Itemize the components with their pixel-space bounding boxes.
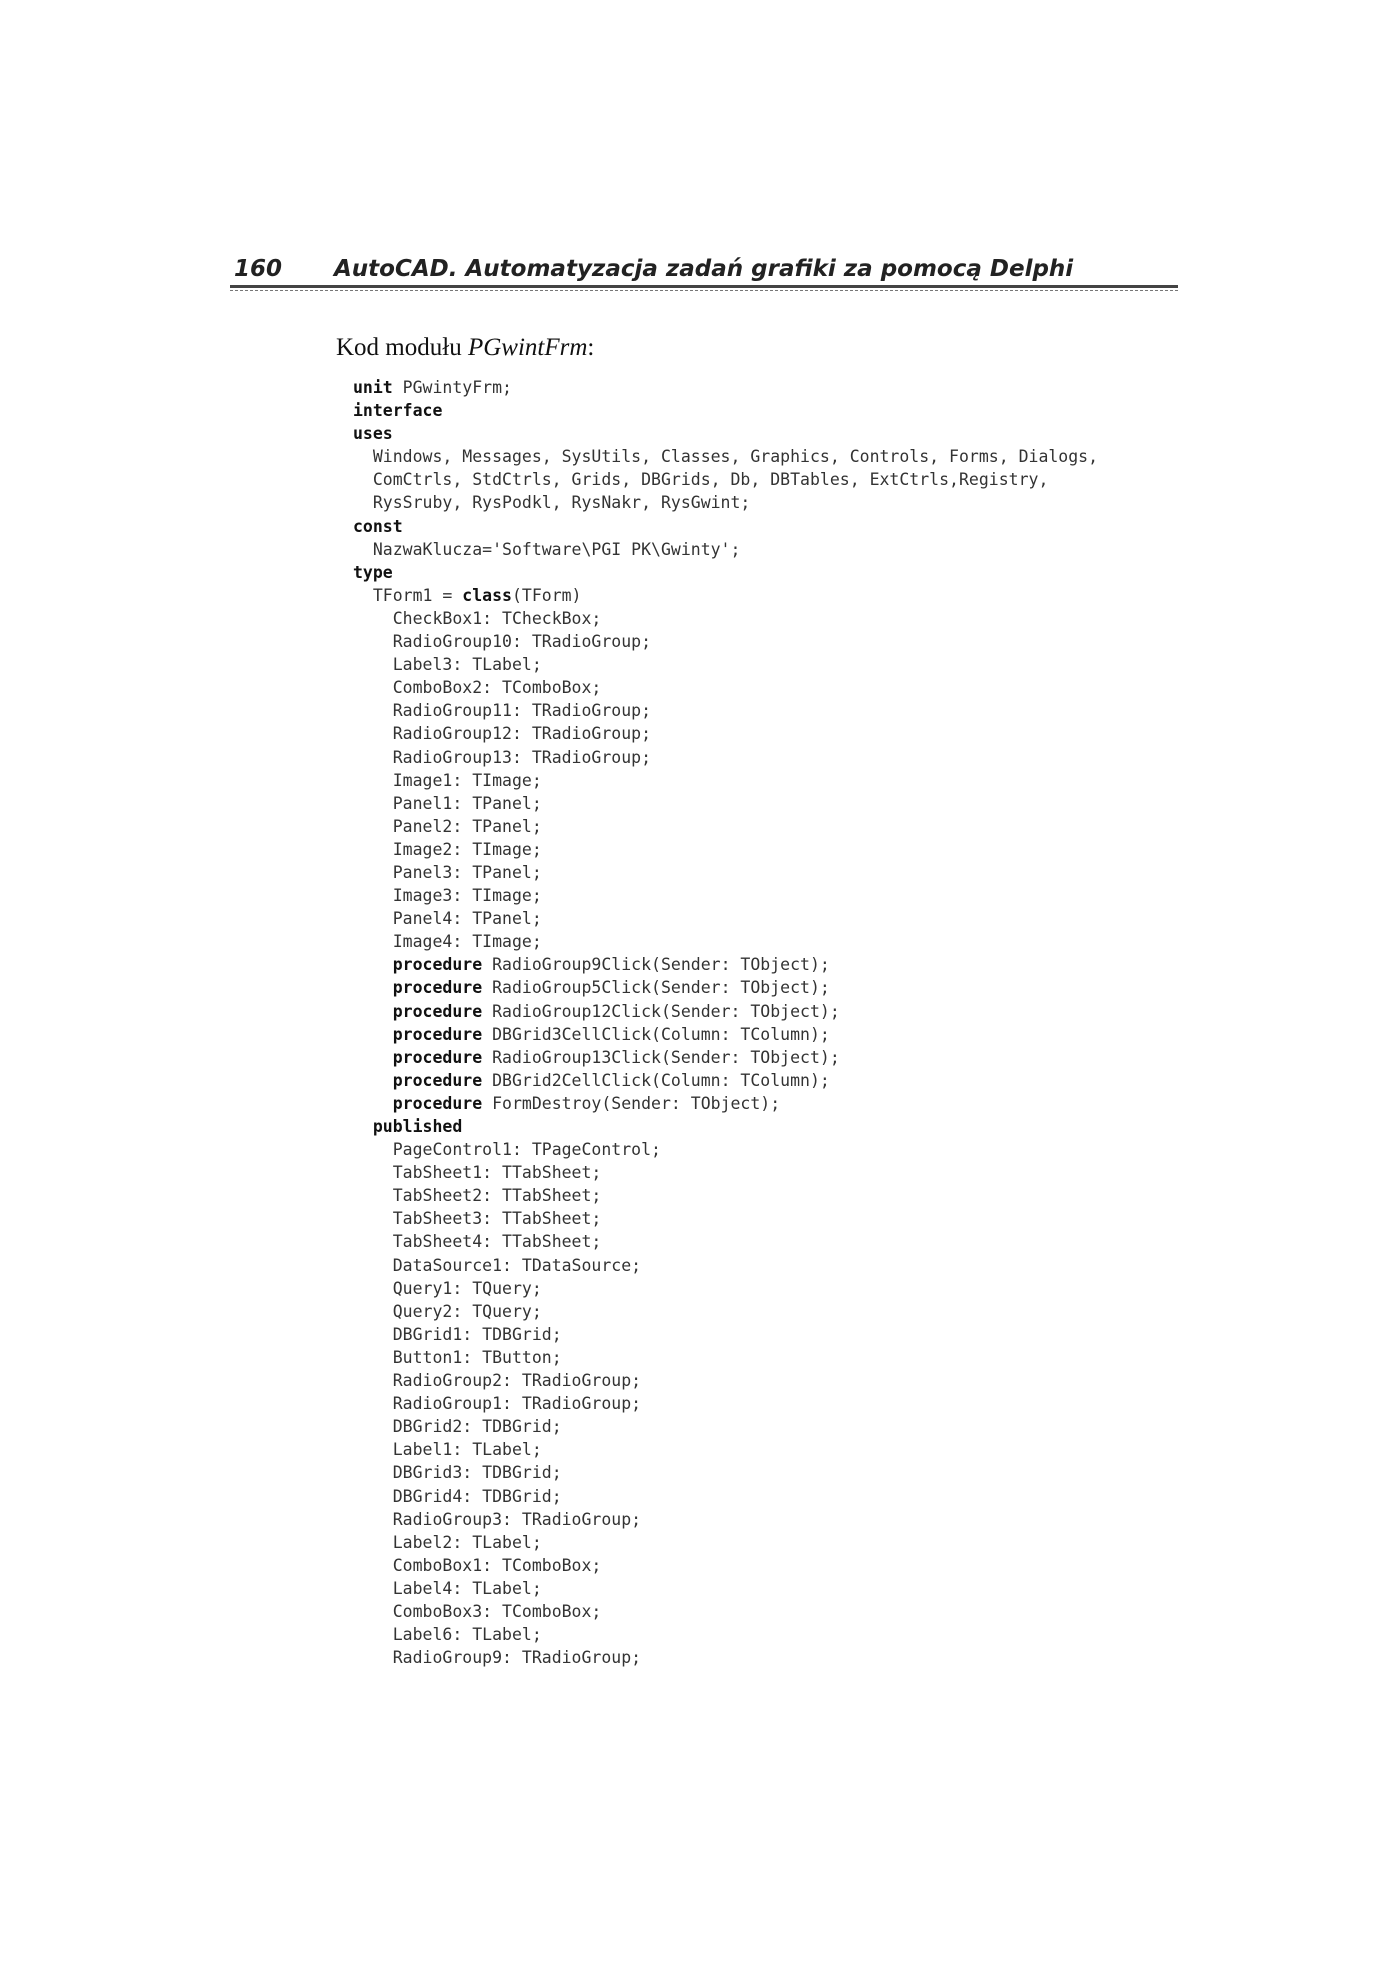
code-line xyxy=(353,1508,1098,1531)
code-line xyxy=(353,1069,1098,1092)
code-indent xyxy=(353,1371,393,1390)
code-line xyxy=(353,1531,1098,1554)
code-line xyxy=(353,1623,1098,1646)
code-listing xyxy=(353,376,1098,1669)
code-text: (TForm) xyxy=(511,585,582,605)
code-text: RadioGroup2: TRadioGroup; xyxy=(392,1371,642,1391)
code-indent xyxy=(353,932,393,951)
code-indent xyxy=(353,1556,393,1575)
code-text: DBGrid3CellClick(Column: TColumn); xyxy=(482,1024,830,1044)
code-keyword: procedure xyxy=(392,955,483,975)
code-indent xyxy=(353,817,393,836)
header-rule-dashed xyxy=(230,290,1178,291)
code-line xyxy=(353,653,1098,676)
header-rule xyxy=(230,285,1178,288)
code-indent xyxy=(353,655,393,674)
code-text: Image4: TImage; xyxy=(392,932,542,952)
code-indent xyxy=(353,1533,393,1552)
code-text: Windows, Messages, SysUtils, Classes, Graphics, Controls, Forms, Dialogs, xyxy=(372,447,1099,467)
code-indent xyxy=(353,724,393,743)
code-text: Query2: TQuery; xyxy=(392,1301,542,1321)
code-line xyxy=(353,1184,1098,1207)
code-line xyxy=(353,607,1098,630)
code-indent xyxy=(353,1256,393,1275)
code-text: Panel2: TPanel; xyxy=(392,816,542,836)
code-text: RadioGroup13: TRadioGroup; xyxy=(392,747,652,767)
code-keyword: procedure xyxy=(392,1001,483,1021)
code-text: ComboBox3: TComboBox; xyxy=(392,1601,602,1621)
code-text: DBGrid1: TDBGrid; xyxy=(392,1324,562,1344)
code-line xyxy=(353,1485,1098,1508)
code-text: Panel1: TPanel; xyxy=(392,793,542,813)
code-keyword: procedure xyxy=(392,1024,483,1044)
code-text: RadioGroup9Click(Sender: TObject); xyxy=(482,955,830,975)
code-line xyxy=(353,1023,1098,1046)
code-keyword: published xyxy=(372,1117,463,1136)
code-indent xyxy=(353,1140,393,1159)
code-indent xyxy=(353,1209,393,1228)
code-line xyxy=(353,1161,1098,1184)
code-text: RadioGroup11: TRadioGroup; xyxy=(392,701,652,721)
code-text: Label4: TLabel; xyxy=(392,1578,542,1598)
code-text: PGwintyFrm; xyxy=(392,378,512,397)
code-indent xyxy=(353,1232,393,1251)
code-line xyxy=(353,1369,1098,1392)
code-indent xyxy=(353,678,393,697)
code-line xyxy=(353,1115,1098,1138)
code-text: ComboBox1: TComboBox; xyxy=(392,1555,602,1575)
code-line xyxy=(353,746,1098,769)
code-line xyxy=(353,399,1098,422)
code-keyword: interface xyxy=(353,401,443,421)
code-line xyxy=(353,1392,1098,1415)
code-line xyxy=(353,1254,1098,1277)
code-indent xyxy=(353,1487,393,1506)
code-indent xyxy=(353,955,393,974)
code-keyword: procedure xyxy=(392,1047,483,1067)
code-indent xyxy=(353,840,393,859)
code-indent xyxy=(353,1186,393,1205)
code-line xyxy=(353,491,1098,514)
code-line xyxy=(353,376,1098,399)
code-line xyxy=(353,1346,1098,1369)
code-line xyxy=(353,676,1098,699)
running-title: AutoCAD. Automatyzacja zadań grafiki za pomocą Delphi xyxy=(334,256,1074,282)
code-indent xyxy=(353,701,393,720)
code-text: TabSheet4: TTabSheet; xyxy=(392,1232,602,1252)
code-line xyxy=(353,1138,1098,1161)
code-indent xyxy=(353,1002,393,1021)
code-indent xyxy=(353,1302,393,1321)
code-indent xyxy=(353,586,373,605)
code-text: DBGrid2CellClick(Column: TColumn); xyxy=(482,1070,830,1090)
code-text: DBGrid3: TDBGrid; xyxy=(392,1463,562,1483)
code-text: ComCtrls, StdCtrls, Grids, DBGrids, Db, DBTables, ExtCtrls,Registry, xyxy=(372,470,1049,490)
code-keyword: procedure xyxy=(392,978,483,998)
code-line xyxy=(353,515,1098,538)
code-indent xyxy=(353,447,373,466)
code-intro xyxy=(336,334,594,362)
code-line xyxy=(353,884,1098,907)
code-text: TabSheet2: TTabSheet; xyxy=(392,1186,602,1206)
code-line xyxy=(353,838,1098,861)
code-indent xyxy=(353,1325,393,1344)
code-indent xyxy=(353,909,393,928)
code-line xyxy=(353,1461,1098,1484)
code-text: FormDestroy(Sender: TObject); xyxy=(482,1093,781,1113)
code-line xyxy=(353,699,1098,722)
code-indent xyxy=(353,1348,393,1367)
code-line xyxy=(353,953,1098,976)
code-line xyxy=(353,976,1098,999)
code-indent xyxy=(353,1117,373,1136)
code-line xyxy=(353,722,1098,745)
code-line xyxy=(353,1230,1098,1253)
code-text: RadioGroup12Click(Sender: TObject); xyxy=(482,1001,840,1021)
code-keyword: unit xyxy=(353,378,393,397)
code-indent xyxy=(353,863,393,882)
code-indent xyxy=(353,1163,393,1182)
code-indent xyxy=(353,1463,393,1482)
code-text: Image1: TImage; xyxy=(392,770,542,790)
code-indent xyxy=(353,540,373,559)
code-text: Panel3: TPanel; xyxy=(392,862,542,882)
code-text: Button1: TButton; xyxy=(392,1347,562,1367)
code-keyword: procedure xyxy=(392,1070,483,1090)
code-text: Label3: TLabel; xyxy=(392,655,542,675)
code-line xyxy=(353,1554,1098,1577)
code-line xyxy=(353,1600,1098,1623)
code-indent xyxy=(353,886,393,905)
code-indent xyxy=(353,470,373,489)
code-text: RadioGroup12: TRadioGroup; xyxy=(392,724,652,744)
code-line xyxy=(353,1323,1098,1346)
code-text: RadioGroup13Click(Sender: TObject); xyxy=(482,1047,840,1067)
code-line xyxy=(353,1300,1098,1323)
page-header xyxy=(230,252,1178,292)
code-line xyxy=(353,630,1098,653)
code-indent xyxy=(353,1417,393,1436)
code-text: Image2: TImage; xyxy=(392,839,542,859)
code-line xyxy=(353,1415,1098,1438)
code-text: RadioGroup9: TRadioGroup; xyxy=(392,1648,642,1668)
code-keyword: uses xyxy=(353,424,393,444)
code-indent xyxy=(353,1048,393,1067)
code-text: PageControl1: TPageControl; xyxy=(392,1140,661,1160)
code-line xyxy=(353,815,1098,838)
code-line xyxy=(353,907,1098,930)
code-indent xyxy=(353,1394,393,1413)
code-indent xyxy=(353,1648,393,1667)
code-indent xyxy=(353,748,393,767)
intro-text: Kod modułu xyxy=(336,334,468,361)
code-text: DBGrid4: TDBGrid; xyxy=(392,1486,562,1506)
code-indent xyxy=(353,632,393,651)
code-text: DBGrid2: TDBGrid; xyxy=(392,1417,562,1437)
code-line xyxy=(353,445,1098,468)
code-indent xyxy=(353,1510,393,1529)
code-line xyxy=(353,1577,1098,1600)
code-indent xyxy=(353,609,393,628)
code-text: Image3: TImage; xyxy=(392,886,542,906)
code-line xyxy=(353,1277,1098,1300)
code-line xyxy=(353,861,1098,884)
code-text: DataSource1: TDataSource; xyxy=(392,1255,642,1275)
intro-suffix: : xyxy=(587,334,595,361)
code-indent xyxy=(353,1025,393,1044)
code-keyword: const xyxy=(353,516,403,536)
code-indent xyxy=(353,1625,393,1644)
code-text: RadioGroup5Click(Sender: TObject); xyxy=(482,978,830,998)
code-text: RysSruby, RysPodkl, RysNakr, RysGwint; xyxy=(372,493,751,513)
module-name: PGwintFrm xyxy=(467,334,588,361)
code-text: TForm1 = xyxy=(372,585,463,605)
code-line xyxy=(353,422,1098,445)
code-text: CheckBox1: TCheckBox; xyxy=(392,608,602,628)
code-line xyxy=(353,1000,1098,1023)
code-indent xyxy=(353,1279,393,1298)
code-line xyxy=(353,1046,1098,1069)
code-line xyxy=(353,1207,1098,1230)
code-indent xyxy=(353,1094,393,1113)
code-text: Query1: TQuery; xyxy=(392,1278,542,1298)
code-line xyxy=(353,1646,1098,1669)
page-number: 160 xyxy=(234,256,283,282)
code-text: TabSheet3: TTabSheet; xyxy=(392,1209,602,1229)
code-line xyxy=(353,930,1098,953)
code-line xyxy=(353,1438,1098,1461)
code-indent xyxy=(353,1579,393,1598)
code-text: ComboBox2: TComboBox; xyxy=(392,678,602,698)
code-text: Panel4: TPanel; xyxy=(392,909,542,929)
code-line xyxy=(353,769,1098,792)
code-line xyxy=(353,792,1098,815)
code-text: Label1: TLabel; xyxy=(392,1440,542,1460)
code-indent xyxy=(353,1440,393,1459)
code-text: RadioGroup3: TRadioGroup; xyxy=(392,1509,642,1529)
code-text: TabSheet1: TTabSheet; xyxy=(392,1163,602,1183)
code-text: Label2: TLabel; xyxy=(392,1532,542,1552)
code-text: NazwaKlucza='Software\PGI PK\Gwinty'; xyxy=(372,539,741,559)
code-line xyxy=(353,584,1098,607)
code-line xyxy=(353,561,1098,584)
code-text: RadioGroup1: TRadioGroup; xyxy=(392,1394,642,1414)
code-indent xyxy=(353,1602,393,1621)
code-indent xyxy=(353,1071,393,1090)
code-text: RadioGroup10: TRadioGroup; xyxy=(392,632,652,652)
code-line xyxy=(353,538,1098,561)
code-indent xyxy=(353,794,393,813)
code-indent xyxy=(353,493,373,512)
code-keyword: type xyxy=(353,562,393,582)
code-keyword: procedure xyxy=(392,1093,483,1113)
code-text: Label6: TLabel; xyxy=(392,1625,542,1645)
code-line xyxy=(353,468,1098,491)
code-indent xyxy=(353,771,393,790)
code-indent xyxy=(353,978,393,997)
code-keyword: class xyxy=(462,585,512,605)
code-line xyxy=(353,1092,1098,1115)
